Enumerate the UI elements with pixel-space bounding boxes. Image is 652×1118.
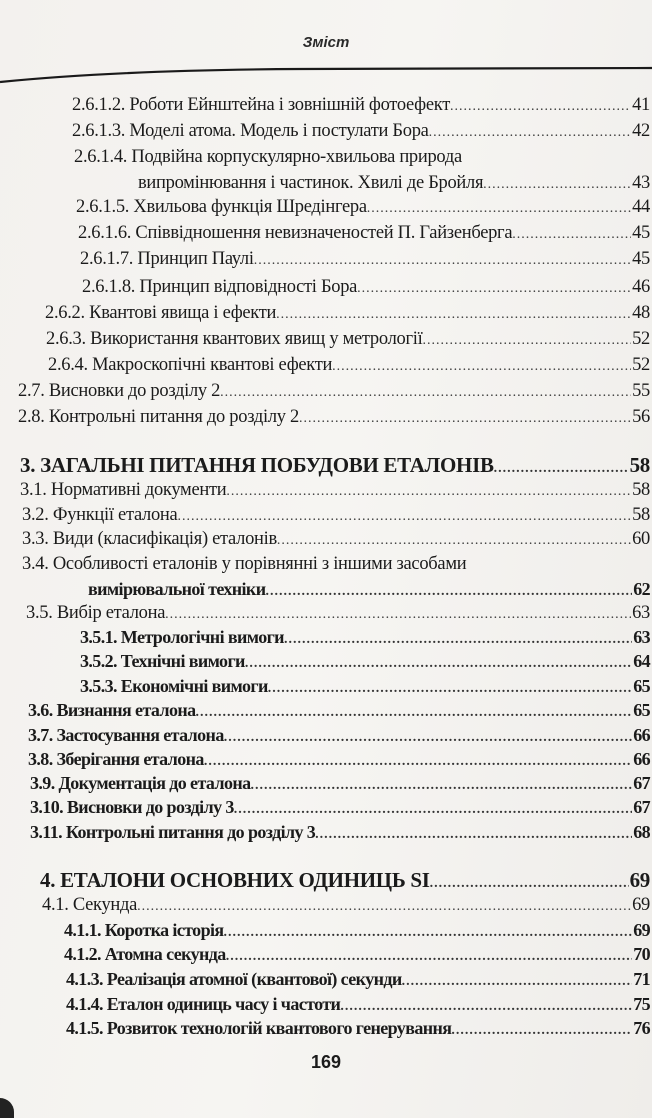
toc-entry-title: 3.4. Особливості еталонів у порівнянні з іншими засобами — [22, 554, 467, 574]
toc-entry-title: 4.1.4. Еталон одиниць часу і частоти — [66, 994, 341, 1014]
toc-entry — [78, 223, 650, 247]
toc-entry-title: 2.6.2. Квантові явища і ефекти — [45, 303, 277, 323]
toc-entry — [28, 725, 650, 749]
toc-entry-page: 45 — [632, 223, 650, 243]
dot-leader — [422, 333, 631, 349]
toc-entry-page: 42 — [632, 121, 650, 141]
dot-leader — [315, 827, 632, 843]
toc-entry — [46, 329, 650, 353]
toc-entry-page: 48 — [632, 303, 650, 323]
toc-entry-title: 4.1.1. Коротка історія — [64, 920, 224, 940]
toc-entry-title: 2.6.1.6. Співвідношення невизначеностей П. Гайзенберга — [78, 223, 513, 243]
toc-entry-title: 2.7. Висновки до розділу 2 — [18, 381, 221, 401]
dot-leader — [277, 533, 631, 549]
dot-leader — [234, 802, 632, 818]
toc-entry — [64, 944, 650, 968]
dot-leader — [483, 177, 631, 193]
dot-leader — [226, 949, 633, 965]
toc-entry — [76, 197, 650, 221]
toc-entry — [66, 969, 650, 993]
toc-entry — [82, 277, 650, 301]
dot-leader — [429, 125, 632, 141]
toc-entry — [30, 822, 650, 846]
toc-chapter-entry — [20, 453, 650, 477]
dot-leader — [165, 607, 631, 623]
toc-entry — [22, 505, 650, 529]
toc-entry — [72, 95, 650, 119]
toc-entry-title: 3.11. Контрольні питання до розділу 3 — [30, 822, 316, 842]
toc-entry-page: 44 — [632, 197, 650, 217]
toc-entry-page: 63 — [632, 603, 650, 623]
toc-entry-title: 2.6.1.2. Роботи Ейнштейна і зовнішній фотоефект — [72, 95, 450, 115]
toc-entry-page: 69 — [632, 895, 650, 915]
toc-entry-page: 45 — [632, 249, 650, 269]
dot-leader — [224, 730, 632, 746]
toc-entry-page: 52 — [632, 329, 650, 349]
toc-entry-title: 3.7. Застосування еталона — [28, 725, 224, 745]
toc-entry — [20, 480, 650, 504]
toc-entry-title: вимірювальної техніки — [88, 579, 266, 599]
toc-entry-title: 2.6.1.7. Принцип Паулі — [80, 249, 254, 269]
toc-chapter-entry — [40, 868, 650, 892]
toc-entry-title: 4.1.2. Атомна секунда — [64, 944, 226, 964]
toc-entry-title: 3.5.1. Метрологічні вимоги — [80, 627, 284, 647]
dot-leader — [402, 974, 633, 990]
toc-entry-page: 66 — [633, 725, 650, 745]
toc-entry-title: 2.6.1.3. Моделі атома. Модель і постулати Бора — [72, 121, 429, 141]
toc-entry-page: 60 — [632, 529, 650, 549]
dot-leader — [332, 359, 631, 375]
toc-entry — [22, 529, 650, 553]
toc-entry-page: 65 — [633, 700, 650, 720]
page-corner-shadow — [0, 1098, 14, 1118]
dot-leader — [196, 705, 633, 721]
toc-entry-page: 64 — [633, 651, 650, 671]
toc-entry-title: 4. ЕТАЛОНИ ОСНОВНИХ ОДИНИЦЬ SI — [40, 868, 430, 892]
toc-entry-title: 4.1.3. Реалізація атомної (квантової) секунди — [66, 969, 402, 989]
toc-entry-page: 43 — [632, 173, 650, 193]
toc-entry — [66, 1018, 650, 1042]
toc-entry-title: 3.1. Нормативні документи — [20, 480, 227, 500]
toc-entry-page: 75 — [633, 994, 650, 1014]
toc-entry-page: 46 — [632, 277, 650, 297]
toc-entry — [28, 700, 650, 724]
toc-entry-title: 3.3. Види (класифікація) еталонів — [22, 529, 277, 549]
toc-entry-title: 3.5.2. Технічні вимоги — [80, 651, 245, 671]
toc-entry-title: 2.6.3. Використання квантових явищ у метрології — [46, 329, 423, 349]
dot-leader — [276, 307, 631, 323]
toc-entry-title: 2.8. Контрольні питання до розділу 2 — [18, 407, 299, 427]
dot-leader — [494, 461, 629, 477]
toc-entry — [72, 121, 650, 145]
toc-entry-page: 70 — [633, 944, 650, 964]
toc-entry — [28, 749, 650, 773]
dot-leader — [430, 876, 629, 892]
toc-entry — [80, 651, 650, 675]
toc-entry-page: 52 — [632, 355, 650, 375]
toc-entry-page: 76 — [633, 1018, 650, 1038]
toc-entry-title: 3.2. Функції еталона — [22, 505, 178, 525]
dot-leader — [268, 681, 632, 697]
toc-entry-page: 65 — [633, 676, 650, 696]
toc-entry-page: 56 — [632, 407, 650, 427]
toc-entry-title: 3.5.3. Економічні вимоги — [80, 676, 268, 696]
dot-leader — [204, 754, 632, 770]
toc-entry-title: 4.1.5. Розвиток технологій квантового генерування — [66, 1018, 452, 1038]
header-rule — [0, 60, 652, 90]
toc-entry-title: 3.10. Висновки до розділу 3 — [30, 797, 234, 817]
dot-leader — [251, 778, 633, 794]
toc-entry-page: 55 — [632, 381, 650, 401]
dot-leader — [451, 1023, 632, 1039]
toc-entry — [74, 147, 650, 171]
toc-entry — [26, 603, 650, 627]
dot-leader — [265, 584, 632, 600]
dot-leader — [220, 385, 631, 401]
toc-entry-page: 69 — [633, 920, 650, 940]
running-header: Зміст — [302, 34, 350, 51]
dot-leader — [367, 201, 631, 217]
toc-entry — [18, 381, 650, 405]
toc-entry — [80, 676, 650, 700]
toc-entry — [30, 797, 650, 821]
toc-entry-page: 68 — [633, 822, 650, 842]
dot-leader — [177, 509, 631, 525]
dot-leader — [340, 999, 632, 1015]
toc-entry-title: 2.6.1.4. Подвійна корпускулярно-хвильова природа — [74, 147, 462, 167]
toc-entry-page: 66 — [633, 749, 650, 769]
dot-leader — [450, 99, 631, 115]
dot-leader — [224, 925, 633, 941]
toc-entry-page: 41 — [632, 95, 650, 115]
toc-entry — [80, 627, 650, 651]
dot-leader — [226, 484, 631, 500]
toc-entry-page: 62 — [633, 579, 650, 599]
toc-entry-page: 67 — [633, 773, 650, 793]
toc-entry — [30, 773, 650, 797]
dot-leader — [254, 253, 631, 269]
toc-entry-title: 2.6.4. Макроскопічні квантові ефекти — [48, 355, 333, 375]
dot-leader — [299, 411, 631, 427]
toc-entry-title: 3.8. Зберігання еталона — [28, 749, 204, 769]
toc-entry-title: 3. ЗАГАЛЬНІ ПИТАННЯ ПОБУДОВИ ЕТАЛОНІВ — [20, 453, 494, 477]
dot-leader — [137, 899, 631, 915]
toc-entry — [45, 303, 650, 327]
toc-entry — [64, 920, 650, 944]
toc-entry-title: 3.9. Документація до еталона — [30, 773, 251, 793]
page-number: 169 — [310, 1052, 342, 1072]
toc-entry — [80, 249, 650, 273]
toc-entry — [88, 579, 650, 603]
toc-entry-page: 67 — [633, 797, 650, 817]
toc-entry-page: 63 — [633, 627, 650, 647]
dot-leader — [284, 632, 632, 648]
toc-entry-page: 58 — [629, 453, 650, 477]
toc-entry — [42, 895, 650, 919]
dot-leader — [512, 227, 631, 243]
dot-leader — [245, 656, 632, 672]
toc-entry-page: 58 — [632, 505, 650, 525]
toc-entry-title: 3.5. Вибір еталона — [26, 603, 166, 623]
toc-entry-title: 2.6.1.5. Хвильова функція Шредінгера — [76, 197, 367, 217]
toc-entry — [66, 994, 650, 1018]
toc-entry — [138, 173, 650, 197]
toc-entry-page: 69 — [629, 868, 650, 892]
toc-entry-page: 58 — [632, 480, 650, 500]
toc-entry — [48, 355, 650, 379]
toc-entry-title: випромінювання і частинок. Хвилі де Бройля — [138, 173, 484, 193]
toc-entry-title: 3.6. Визнання еталона — [28, 700, 196, 720]
toc-entry — [18, 407, 650, 431]
toc-entry-title: 4.1. Секунда — [42, 895, 138, 915]
toc-entry-title: 2.6.1.8. Принцип відповідності Бора — [82, 277, 358, 297]
dot-leader — [357, 281, 631, 297]
toc-entry-page: 71 — [633, 969, 650, 989]
toc-entry — [22, 554, 650, 578]
